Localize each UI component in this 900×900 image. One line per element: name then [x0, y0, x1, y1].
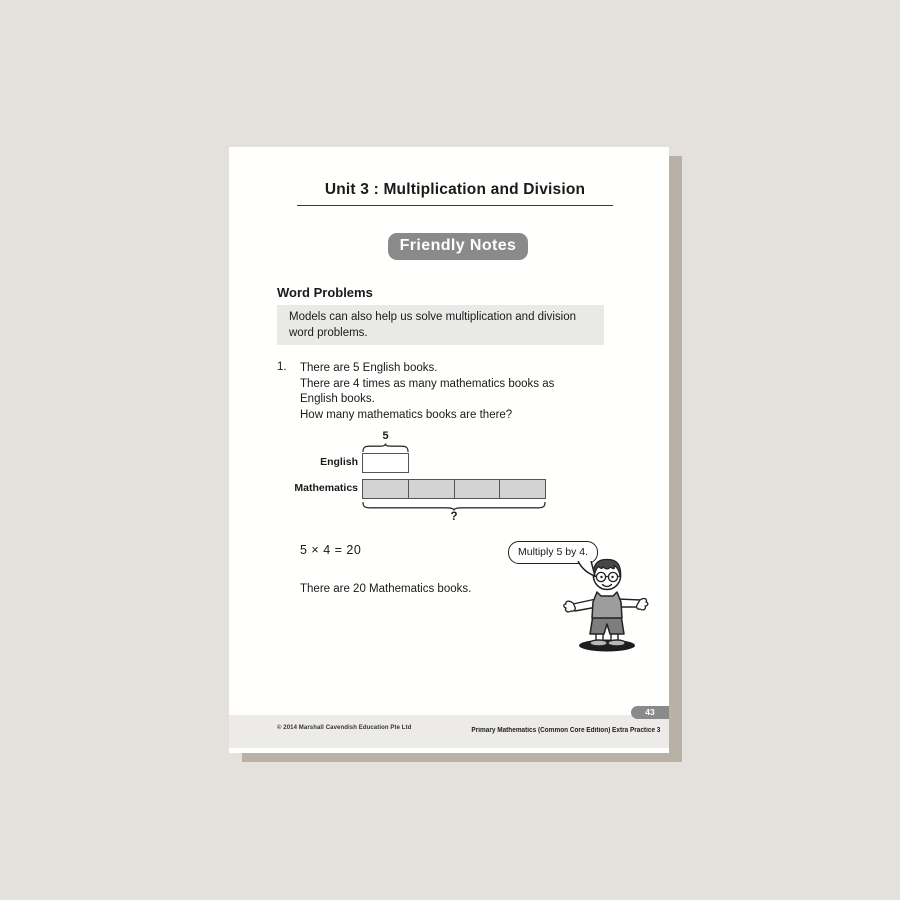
math-bar-cell — [409, 480, 455, 498]
math-bar-cell — [455, 480, 501, 498]
math-bar — [362, 479, 546, 499]
math-bar-cell — [363, 480, 409, 498]
answer-statement: There are 20 Mathematics books. — [300, 583, 472, 595]
bar-model-row1-label: English — [320, 456, 358, 468]
section-heading: Word Problems — [277, 285, 373, 300]
friendly-notes-banner: Friendly Notes — [388, 233, 528, 260]
speech-bubble-tail — [575, 561, 597, 578]
unit-title: Unit 3 : Multiplication and Division — [324, 181, 586, 198]
top-brace — [362, 443, 409, 452]
problem-line: How many mathematics books are there? — [300, 408, 513, 421]
footer-book-title: Primary Mathematics (Common Core Edition) Extra Practice 3 — [471, 727, 660, 734]
problem-line: English books. — [300, 393, 375, 406]
book-page — [229, 147, 669, 753]
bar-model-bottom-brace-label: ? — [450, 511, 458, 523]
problem-lines — [300, 361, 590, 423]
bar-model-top-brace-label: 5 — [382, 430, 389, 442]
speech-bubble: Multiply 5 by 4. — [508, 541, 598, 564]
title-underline — [297, 205, 613, 206]
math-bar-cell — [500, 480, 545, 498]
footer-copyright: © 2014 Marshall Cavendish Education Pte Ltd — [277, 725, 412, 731]
problem-line: There are 5 English books. — [300, 362, 438, 374]
equation: 5 × 4 = 20 — [300, 543, 362, 557]
problem-number: 1. — [277, 361, 287, 373]
problem-line: There are 4 times as many mathematics books as — [300, 377, 555, 390]
page-number-badge: 43 — [631, 706, 669, 719]
bar-model-row2-label: Mathematics — [294, 482, 358, 494]
bottom-brace — [362, 502, 546, 511]
english-bar-unit — [362, 453, 409, 473]
note-box: Models can also help us solve multiplication and division word problems. — [277, 305, 604, 345]
